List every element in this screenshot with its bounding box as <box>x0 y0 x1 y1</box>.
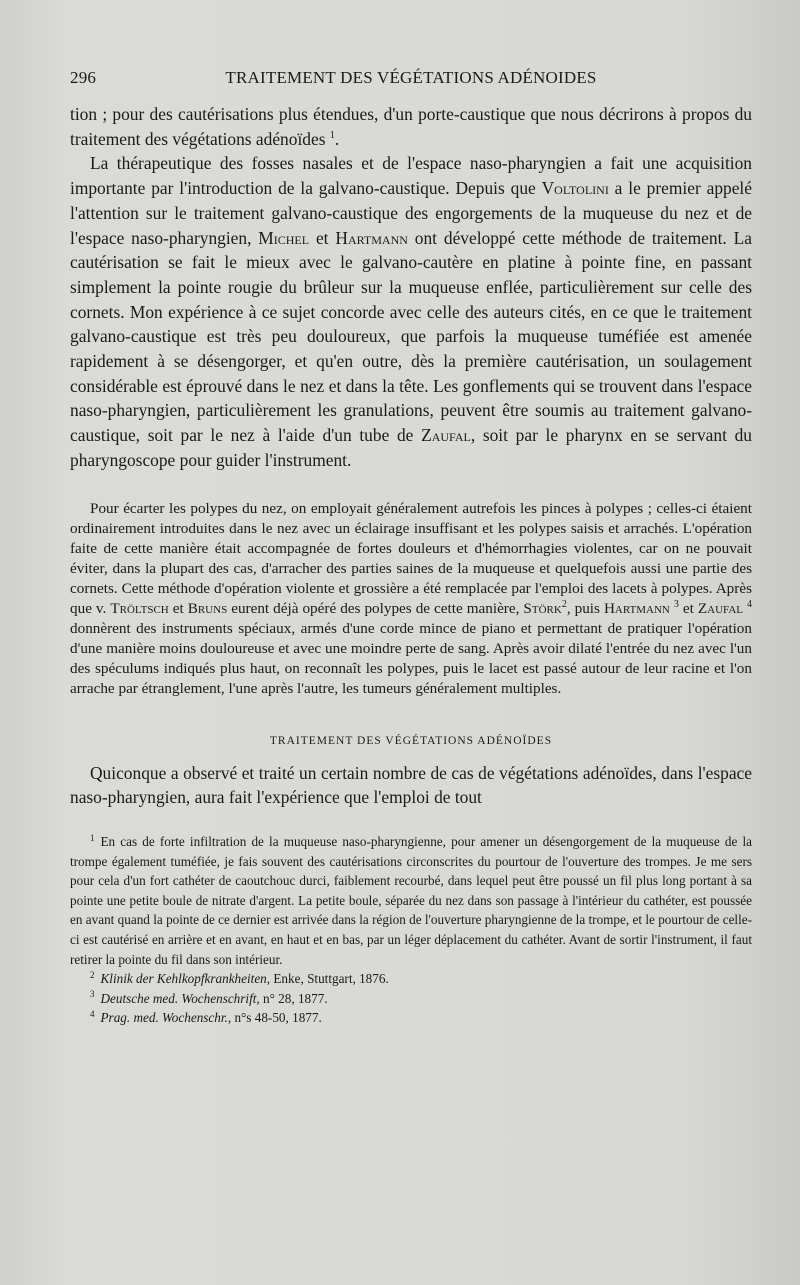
page-header <box>70 68 752 92</box>
paragraph-1 <box>70 102 752 151</box>
cited-title: Deutsche med. Wochenschrift, <box>100 990 260 1006</box>
text-run: et <box>309 227 336 248</box>
citation-details: Enke, Stuttgart, 1876. <box>270 971 389 987</box>
footnote-1 <box>70 832 752 969</box>
author-name: Störk <box>523 599 562 617</box>
text-run: , puis <box>566 599 604 617</box>
footnote-number: 2 <box>90 969 95 980</box>
author-name: Voltolini <box>541 178 609 199</box>
footnote-2 <box>70 969 752 989</box>
author-name: Zaufal <box>421 425 471 446</box>
text-run: ont développé cette méthode de traitement. La cautérisation se fait le mieux avec le galvano-cautère en platine à pointe fine, en passant simplement la pointe rougie du brûleur sur la muqueuse enflée, particulièrement sur celle des cornets. Mon expérience à ce sujet concorde avec celle des auteurs cités, en ce que le traitement galvano-caustique est très peu douloureux, que parfois la muqueuse tuméfiée est amenée rapidement à se désengorger, et qu'en outre, dès la première cautérisation, un soulagement considérable est éprouvé dans le nez et dans la tête. Les gonflements qui se trouvent dans l'espace naso-pharyngien, particulièrement les granulations, peuvent être soumis au traitement galvano-caustique, soit par le nez à l'aide d'un tube de <box>70 227 752 446</box>
footnotes <box>70 832 752 1028</box>
text-run: donnèrent des instruments spéciaux, armés d'une corde mince de piano et permettant de pratiquer l'opération d'une manière moins douloureuse et avec une moindre perte de sang. Après avoir dilaté l'entrée du nez avec l'un des spéculums indiqués plus haut, on reconnaît les polypes, puis le lacet est passé autour de leur racine et l'on arrache par étranglement, l'une après l'autre, les tumeurs généralement multiples. <box>70 619 752 697</box>
paragraph-3 <box>70 499 752 699</box>
author-name: Bruns <box>187 599 228 617</box>
page-body <box>70 102 752 1028</box>
footnote-3 <box>70 989 752 1009</box>
author-name: Hartmann <box>335 227 408 248</box>
paragraph-2 <box>70 151 752 472</box>
footnote-ref: 2 <box>561 598 567 610</box>
cited-title: Prag. med. Wochenschr., <box>100 1010 232 1026</box>
citation-details: n°s 48-50, 1877. <box>231 1010 322 1026</box>
paragraph-text: tion ; pour des cautérisations plus étendues, d'un porte-caustique que nous décrirons à propos du traitement des végétations adénoïdes <box>70 104 752 149</box>
running-head: TRAITEMENT DES VÉGÉTATIONS ADÉNOIDES <box>225 68 597 87</box>
author-name: Hartmann <box>603 599 670 617</box>
text-run: eurent déjà opéré des polypes de cette manière, <box>227 599 524 617</box>
author-name: Zaufal <box>697 599 743 617</box>
text-run: , soit par le pharynx en se servant du pharyngoscope pour guider l'instrument. <box>70 425 752 470</box>
paragraph-end: . <box>334 128 340 149</box>
citation-details: n° 28, 1877. <box>259 990 328 1006</box>
footnote-text: En cas de forte infiltration de la muqueuse naso-pharyngienne, pour amener un désengorgement de la muqueuse de la trompe également tuméfiée, je fais souvent des cautérisations circonscrites du pourtour de l'ouverture des trompes. Je me sers pour cela d'un fort cathéter de caoutchouc durci, faiblement recourbé, dans lequel peut être poussé un fil plus long portant à sa pointe une petite boule de nitrate d'argent. La petite boule, séparée du nez dans son passage à l'intérieur du cathéter, est poussée en avant quand la pointe de ce dernier est arrivée dans la région de l'ouverture pharyngienne de la trompe, et le pourtour de celle-ci est cautérisé en arrière et en avant, en haut et en bas, par un léger déplacement du cathéter. Avant de sortir l'instrument, il faut retirer la pointe du fil dans son intérieur. <box>70 833 752 967</box>
footnote-number: 4 <box>90 1008 95 1019</box>
section-heading: TRAITEMENT DES VÉGÉTATIONS ADÉNOÏDES <box>269 734 553 747</box>
footnote-number: 1 <box>90 832 95 843</box>
footnote-number: 3 <box>90 989 95 1000</box>
text-run: a le premier appelé l'attention sur le traitement galvano-caustique des engorgements de la muqueuse du nez et de l'espace naso-pharyngien, <box>70 178 752 248</box>
footnote-ref: 3 <box>673 598 679 610</box>
author-name: Tröltsch <box>110 599 169 617</box>
text-run: La thérapeutique des fosses nasales et de l'espace naso-pharyngien a fait une acquisition importante par l'introduction de la galvano-caustique. Depuis que <box>70 153 752 199</box>
text-run: et <box>168 599 188 617</box>
footnote-ref: 4 <box>747 598 753 610</box>
cited-title: Klinik der Kehlkopfkrankheiten, <box>100 971 271 987</box>
footnote-ref: 1 <box>329 129 335 141</box>
author-name: Michel <box>258 227 310 248</box>
page-number: 296 <box>70 68 97 87</box>
text-run: Pour écarter les polypes du nez, on employait généralement autrefois les pinces à polypes ; celles-ci étaient ordinairement introduites dans le nez avec un éclairage insuffisant et les polypes saisis et arrachés. L'opération faite de cette manière était accompagnée de fortes douleurs et d'hémorrhagies violentes, car on ne pouvait éviter, dans la plupart des cas, d'arracher des parties saines de la muqueuse et quelquefois aussi une partie des cornets. Cette méthode d'opération violente et grossière a été remplacée par l'emploi des lacets à polypes. Après que v. <box>70 499 752 617</box>
footnote-4 <box>70 1008 752 1028</box>
paragraph-4: Quiconque a observé et traité un certain nombre de cas de végétations adénoïdes, dans l'espace naso-pharyngien, aura fait l'expérience que l'emploi de tout <box>70 762 752 808</box>
text-run: et <box>678 599 698 617</box>
